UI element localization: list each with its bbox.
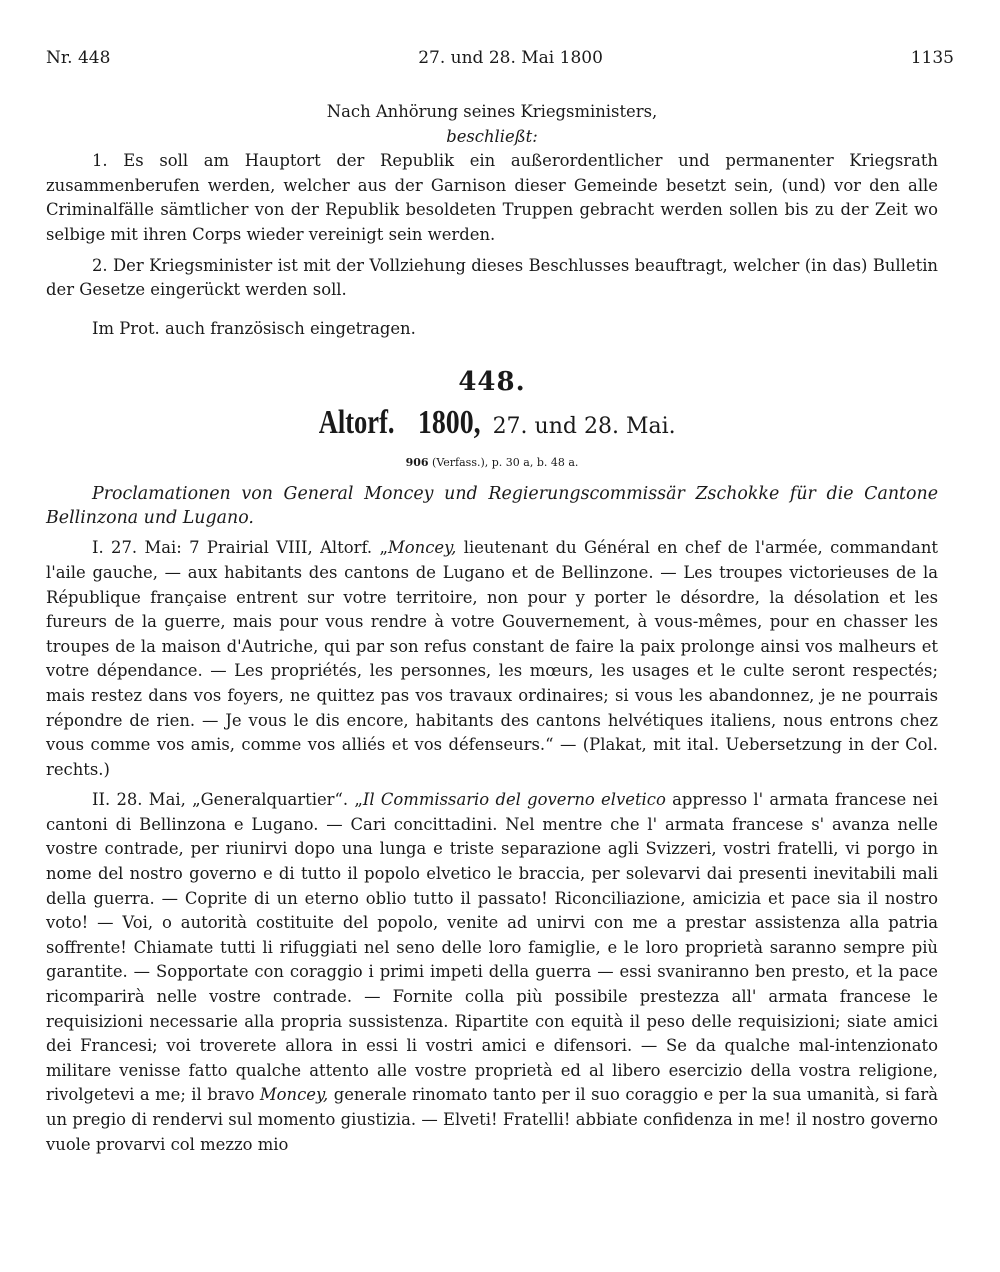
page-body <box>46 100 938 1157</box>
section-1-lead: I. 27. Mai: 7 Prairial VIII, Altorf. „ <box>92 538 388 558</box>
clause-1: 1. Es soll am Hauptort der Republik ein außerordentlicher und permanenter Kriegsrath zusammenberufen werden, welcher aus der Garnison dieser Gemeinde besetzt sein, (und) vor den alle Criminalfälle sämtlicher von der Republik besoldeten Truppen gebracht werden sollen bis zu der Zeit wo selbige mit ihren Corps wieder vereinigt sein werden. <box>46 151 938 244</box>
section-2-text-2: generale rinomato tanto per il suo coraggio e per la sua umanità, si farà un pregio di rendervi sul momento giustizia. — Elveti! Fratelli! abbiate confidenza in me! il nostro governo vuole provarvi col mezzo mio <box>46 1085 938 1154</box>
header-page-number: 1135 <box>910 48 954 68</box>
document-headline <box>46 401 938 450</box>
section-1-author: Moncey, <box>387 538 457 558</box>
headline-year: 1800, <box>417 404 481 442</box>
clause-2: 2. Der Kriegsminister ist mit der Vollziehung dieses Beschlusses beauftragt, welcher (in das) Bulletin der Gesetze eingerückt werden soll. <box>46 255 938 300</box>
source-reference <box>46 454 938 472</box>
source-volume: 906 <box>405 456 429 470</box>
section-2-text-1: appresso l' armata francese nei cantoni di Bellinzona e Lugano. — Cari concittadini. Nel mentre che l' armata francese s' avanza nelle vostre contrade, per riunirvi dopo una lunga e triste separazione agli Svizzeri, vostri fratelli, vi porgo in nome del nostro governo e di tutto il popolo elvetico le braccia, per solevarvi dai presenti inevitabili mali della guerra. — Coprite di un eterno oblio tutto il passato! Riconciliazione, amicizia et pace sia il nostro voto! — Voi, o autorità costituite del popolo, venite ad unirvi con me a prestar assistenza alla patria soffrente! Chiamate tutti li rifuggiati nel seno delle loro famiglie, e le loro proprietà saranno sempre più garantite. — Sopportate con coraggio i primi impeti della guerra — essi svaniranno ben presto, et la pace ricomparirà nelle vostre contrade. — Fornite colla più possibile prestezza all' armata francese le requisizioni necessarie alla propria sussistenza. Ripartite con equità il peso delle requisizioni; siate amici dei Francesi; voi troverete allora in essi li vostri amici e difensori. — Se da qualche mal-intenzionato militare venisse fatto qualche attento alle vostre proprietà ed al libero esercizio della vostra religione, rivolgetevi a me; il bravo <box>46 790 938 1105</box>
section-1-text: lieutenant du Général en chef de l'armée, commandant l'aile gauche, — aux habitants des cantons de Lugano et de Bellinzone. — Les troupes victorieuses de la République française entrent sur votre territoire, non pour y porter le désordre, la désolation et les fureurs de la guerre, mais pour vous rendre à votre Gouvernement, à vous-mêmes, pour en chasser les troupes de la maison d'Autriche, qui par son refus constant de faire la paix prolonge ainsi vos malheurs et votre dépendance. — Les propriétés, les personnes, les mœurs, les usages et le culte seront respectés; mais restez dans vos foyers, ne quittez pas vos travaux ordinaires; si vous les abandonnez, je ne pourrais répondre de rien. — Je vous le dis encore, habitants des cantons helvétiques italiens, nous entrons chez vous comme vos amis, comme vos alliés et vos défenseurs.“ — (Plakat, mit ital. Uebersetzung in der Col. rechts.) <box>46 538 938 779</box>
resolution-word: beschließt: <box>446 126 538 146</box>
section-2-lead: II. 28. Mai, „Generalquartier“. „ <box>92 790 363 810</box>
header-date: 27. und 28. Mai 1800 <box>418 48 603 68</box>
section-2-name: Moncey, <box>259 1085 329 1105</box>
preamble-line: Nach Anhörung seines Kriegsministers, <box>326 102 658 121</box>
section-1 <box>46 536 938 782</box>
section-2 <box>46 788 938 1157</box>
protocol-note: Im Prot. auch französisch eingetragen. <box>92 318 416 338</box>
section-2-author-title: Il Commissario del governo elvetico <box>362 790 666 810</box>
running-header <box>46 48 954 68</box>
headline-place: Altorf. <box>319 404 395 442</box>
headline-date: 27. und 28. Mai. <box>492 414 676 440</box>
document-number: 448. <box>458 367 526 398</box>
header-document-number: Nr. 448 <box>46 48 111 68</box>
source-pages: (Verfass.), p. 30 a, b. 48 a. <box>432 456 579 470</box>
document-title: Proclamationen von General Moncey und Regierungscommissär Zschokke für die Cantone Bellinzona und Lugano. <box>46 484 938 529</box>
